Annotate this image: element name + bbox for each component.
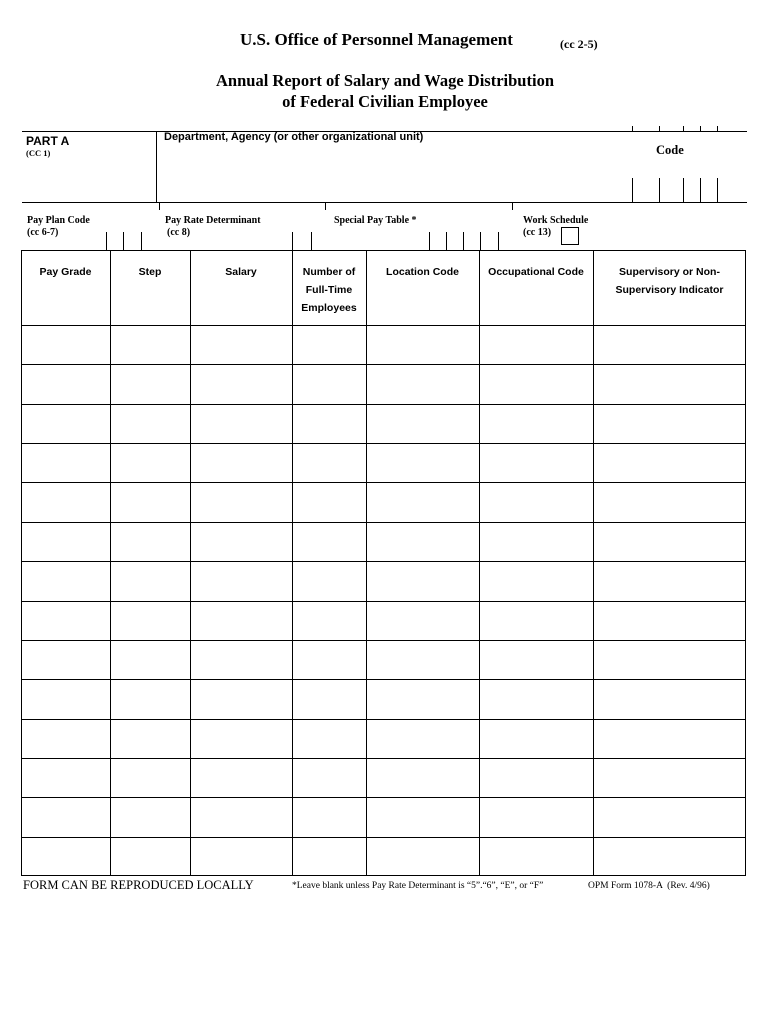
cell-step[interactable] [111,838,189,875]
code-input[interactable] [632,178,718,202]
cell-occupational-code[interactable] [480,444,592,481]
cell-pay-grade[interactable] [22,838,109,875]
cell-supervisory-indicator[interactable] [594,720,745,757]
cell-step[interactable] [111,405,189,442]
cell-number-employees[interactable] [293,444,365,481]
cell-pay-grade[interactable] [22,326,109,363]
cell-pay-grade[interactable] [22,405,109,442]
reproduce-note: FORM CAN BE REPRODUCED LOCALLY [23,878,254,892]
cell-number-employees[interactable] [293,798,365,835]
pay-rate-input[interactable] [292,232,312,250]
code-tick [632,126,633,131]
code-tick [717,126,718,131]
cell-salary[interactable] [191,798,291,835]
cell-location-code[interactable] [367,602,478,639]
cell-salary[interactable] [191,405,291,442]
pay-plan-label: Pay Plan Code [27,215,90,226]
cell-location-code[interactable] [367,562,478,599]
cell-pay-grade[interactable] [22,641,109,678]
form-number: OPM Form 1078-A (Rev. 4/96) [588,881,710,891]
table-row [21,561,746,600]
fields-tick [159,202,160,210]
cell-occupational-code[interactable] [480,641,592,678]
pay-rate-comb [292,232,293,250]
cell-number-employees[interactable] [293,602,365,639]
cell-occupational-code[interactable] [480,483,592,520]
cell-pay-grade[interactable] [22,523,109,560]
cell-salary[interactable] [191,680,291,717]
table-row [21,404,746,443]
fields-top-rule [22,202,747,203]
fields-tick [325,202,326,210]
cell-supervisory-indicator[interactable] [594,602,745,639]
cell-pay-grade[interactable] [22,798,109,835]
table-row [21,601,746,640]
form-title-line2: of Federal Civilian Employee [282,92,488,111]
cell-step[interactable] [111,602,189,639]
cell-salary[interactable] [191,602,291,639]
cell-salary[interactable] [191,326,291,363]
table-row [21,640,746,679]
cell-number-employees[interactable] [293,326,365,363]
cell-occupational-code[interactable] [480,562,592,599]
work-schedule-cc: (cc 13) [523,227,552,238]
cell-occupational-code[interactable] [480,680,592,717]
cell-supervisory-indicator[interactable] [594,523,745,560]
cell-occupational-code[interactable] [480,365,592,402]
cell-step[interactable] [111,326,189,363]
code-comb-divider [700,178,701,202]
special-pay-label: Special Pay Table * [334,215,417,226]
column-header-supervisory-indicator: Supervisory or Non- Supervisory Indicator [615,266,724,296]
cell-step[interactable] [111,444,189,481]
code-label: Code [656,143,684,157]
cell-location-code[interactable] [367,838,478,875]
cell-occupational-code[interactable] [480,326,592,363]
special-pay-comb [480,232,481,250]
cell-number-employees[interactable] [293,483,365,520]
cell-pay-grade[interactable] [22,680,109,717]
card-columns-label: (cc 2-5) [560,37,598,51]
cell-pay-grade[interactable] [22,602,109,639]
cell-occupational-code[interactable] [480,602,592,639]
cell-step[interactable] [111,523,189,560]
cell-location-code[interactable] [367,444,478,481]
cell-step[interactable] [111,562,189,599]
part-a-cc: (CC 1) [26,148,51,158]
table-row [21,522,746,561]
cell-salary[interactable] [191,365,291,402]
cell-supervisory-indicator[interactable] [594,326,745,363]
cell-location-code[interactable] [367,483,478,520]
cell-number-employees[interactable] [293,523,365,560]
cell-step[interactable] [111,759,189,796]
table-row [21,837,746,876]
pay-plan-cc: (cc 6-7) [27,227,59,238]
special-pay-comb [429,232,430,250]
cell-number-employees[interactable] [293,365,365,402]
code-comb-divider [632,178,633,202]
cell-step[interactable] [111,365,189,402]
agency-title: U.S. Office of Personnel Management [240,30,513,49]
cell-salary[interactable] [191,523,291,560]
cell-supervisory-indicator[interactable] [594,641,745,678]
code-tick [659,126,660,131]
cell-pay-grade[interactable] [22,562,109,599]
pay-rate-cc: (cc 8) [167,227,191,238]
cell-occupational-code[interactable] [480,759,592,796]
cell-location-code[interactable] [367,641,478,678]
work-schedule-label: Work Schedule [523,215,589,226]
cell-occupational-code[interactable] [480,523,592,560]
work-schedule-checkbox[interactable] [561,227,579,245]
cell-location-code[interactable] [367,405,478,442]
code-comb-divider [659,178,660,202]
pay-plan-comb [141,232,142,250]
table-row [21,325,746,364]
cell-pay-grade[interactable] [22,365,109,402]
pay-plan-input[interactable] [106,232,142,250]
cell-salary[interactable] [191,838,291,875]
cell-salary[interactable] [191,720,291,757]
cell-pay-grade[interactable] [22,720,109,757]
cell-step[interactable] [111,680,189,717]
cell-step[interactable] [111,641,189,678]
cell-salary[interactable] [191,444,291,481]
part-a-divider [156,131,157,202]
cell-location-code[interactable] [367,523,478,560]
cell-location-code[interactable] [367,798,478,835]
cell-number-employees[interactable] [293,759,365,796]
cell-pay-grade[interactable] [22,444,109,481]
cell-salary[interactable] [191,483,291,520]
table-row [21,719,746,758]
pay-plan-comb [123,232,124,250]
cell-supervisory-indicator[interactable] [594,365,745,402]
cell-step[interactable] [111,483,189,520]
cell-number-employees[interactable] [293,641,365,678]
cell-supervisory-indicator[interactable] [594,838,745,875]
cell-supervisory-indicator[interactable] [594,562,745,599]
fields-tick [512,202,513,210]
code-tick [700,126,701,131]
cell-location-code[interactable] [367,720,478,757]
cell-occupational-code[interactable] [480,838,592,875]
cell-supervisory-indicator[interactable] [594,680,745,717]
cell-pay-grade[interactable] [22,759,109,796]
cell-supervisory-indicator[interactable] [594,444,745,481]
pay-rate-comb [311,232,312,250]
footnote: *Leave blank unless Pay Rate Determinant is “5”.“6”, “E”, or “F” [292,881,544,891]
cell-salary[interactable] [191,759,291,796]
special-pay-comb [446,232,447,250]
cell-location-code[interactable] [367,680,478,717]
pay-rate-label: Pay Rate Determinant [165,215,261,226]
special-pay-input[interactable] [429,232,499,250]
cell-supervisory-indicator[interactable] [594,405,745,442]
cell-pay-grade[interactable] [22,483,109,520]
cell-supervisory-indicator[interactable] [594,798,745,835]
department-label: Department, Agency (or other organizational unit) [164,131,424,143]
column-header-occupational-code: Occupational Code [488,266,584,278]
column-header-pay-grade: Pay Grade [39,266,92,278]
cell-occupational-code[interactable] [480,405,592,442]
cell-number-employees[interactable] [293,720,365,757]
cell-number-employees[interactable] [293,562,365,599]
form-title-line1: Annual Report of Salary and Wage Distribution [216,71,554,90]
table-row [21,679,746,718]
cell-supervisory-indicator[interactable] [594,483,745,520]
cell-step[interactable] [111,720,189,757]
table-row [21,443,746,482]
cell-occupational-code[interactable] [480,798,592,835]
table-row [21,758,746,797]
department-input[interactable] [160,148,622,198]
cell-number-employees[interactable] [293,405,365,442]
table-row [21,364,746,403]
pay-plan-comb [106,232,107,250]
cell-number-employees[interactable] [293,680,365,717]
special-pay-comb [463,232,464,250]
cell-salary[interactable] [191,562,291,599]
part-a-label: PART A [26,134,70,148]
column-header-number-employees: Number of Full-Time Employees [301,266,357,314]
cell-step[interactable] [111,798,189,835]
cell-location-code[interactable] [367,365,478,402]
code-comb-divider [683,178,684,202]
column-header-step: Step [138,266,162,278]
special-pay-comb [498,232,499,250]
table-row [21,482,746,521]
column-header-location-code: Location Code [386,266,459,278]
cell-number-employees[interactable] [293,838,365,875]
cell-occupational-code[interactable] [480,720,592,757]
cell-salary[interactable] [191,641,291,678]
table-row [21,797,746,836]
cell-location-code[interactable] [367,759,478,796]
cell-location-code[interactable] [367,326,478,363]
column-header-salary: Salary [225,266,257,278]
code-tick [683,126,684,131]
cell-supervisory-indicator[interactable] [594,759,745,796]
code-comb-divider [717,178,718,202]
